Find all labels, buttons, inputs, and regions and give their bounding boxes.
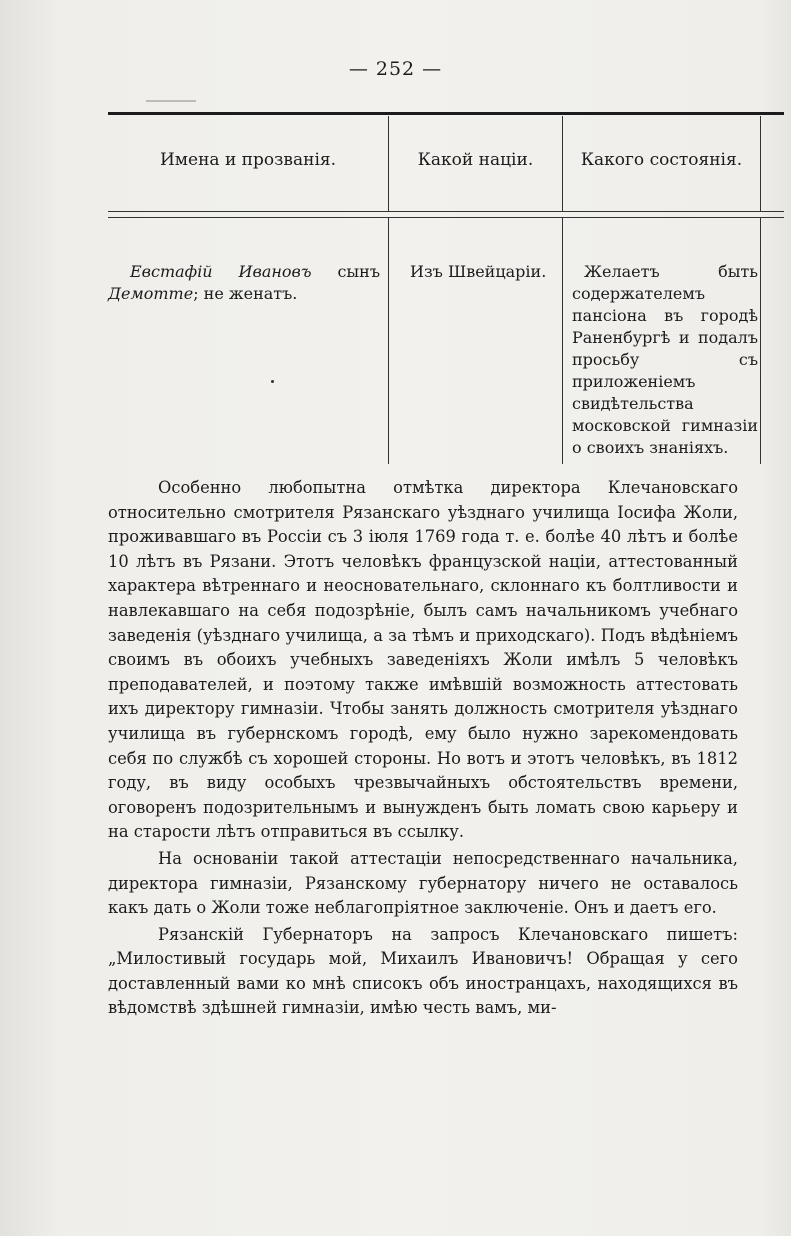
register-table — [108, 112, 784, 464]
person-name: Евстафій Ивановъ — [130, 262, 312, 281]
header-state: Какого состоянія. — [580, 150, 743, 170]
paragraph: Особенно любопытна отмѣтка директора Клечановскаго относительно смотрителя Рязанскаго уѣзднаго училища Іосифа Жоли, проживавшаго въ Россіи съ 3 іюля 1769 года т. е. болѣе 40 лѣтъ и болѣе 10 лѣтъ въ Рязани. Этотъ человѣкъ французской націи, аттестованный характера вѣтреннаго и неосновательнаго, склоннаго къ болтливости и навлекавшаго на себя подозрѣніе, былъ самъ начальникомъ учебнаго заведенія (уѣзднаго училища, а за тѣмъ и приходскаго). Подъ вѣдѣніемъ своимъ въ обоихъ учебныхъ заведеніяхъ Жоли имѣлъ 5 человѣкъ преподавателей, и поэтому также имѣвшій возможность аттестовать ихъ директору гимназіи. Чтобы занять должность смотрителя уѣзднаго училища въ губернскомъ городѣ, ему было нужно зарекомендовать себя по службѣ съ хорошей стороны. Но вотъ и этотъ человѣкъ, въ 1812 году, въ виду особыхъ чрезвычайныхъ обстоятельствъ времени, оговоренъ подозрительнымъ и вынужденъ быть ломать свою карьеру и на старости лѣтъ отправиться въ ссылку. — [108, 478, 738, 842]
column-divider — [760, 218, 761, 464]
paragraph: Рязанскій Губернаторъ на запросъ Клечановскаго пишетъ: „Милостивый государь мой, Михаилъ Ивановичъ! Обращая у сего доставленный вами ко мнѣ списокъ объ иностранцахъ, находящихся въ вѣдомствѣ здѣшней гимназіи, имѣю честь вамъ, ми- — [108, 924, 738, 1018]
table-top-rule — [108, 112, 784, 115]
header-nation: Какой націи. — [417, 150, 534, 170]
faint-pencil-mark — [146, 100, 196, 102]
paragraph: На основаніи такой аттестаціи непосредственнаго начальника, директора гимназіи, Рязанскому губернатору ничего не оставалось какъ дать о Жоли тоже неблагопріятное заключеніе. Онъ и даетъ его. — [108, 848, 738, 918]
body-text — [108, 476, 738, 1021]
header-rule — [108, 211, 784, 212]
marital-status: ; не женатъ. — [193, 284, 298, 303]
cell-nation: Изъ Швейцаріи. — [410, 262, 547, 281]
column-divider — [562, 218, 563, 464]
ink-speck — [271, 380, 274, 383]
page-number: — 252 — — [348, 58, 443, 80]
header-names: Имена и прозванія. — [159, 150, 337, 170]
header-rule-double — [108, 217, 784, 218]
column-divider — [388, 218, 389, 464]
column-divider — [760, 116, 761, 211]
person-surname: Демотте — [108, 284, 194, 303]
name-text: сынъ — [311, 262, 380, 281]
cell-state: Желаетъ быть содержателемъ пансіона въ городѣ Раненбургѣ и подалъ просьбу съ приложеніемъ свидѣтельства московской гимназіи о своихъ знаніяхъ. — [572, 262, 758, 457]
cell-name — [108, 261, 380, 305]
